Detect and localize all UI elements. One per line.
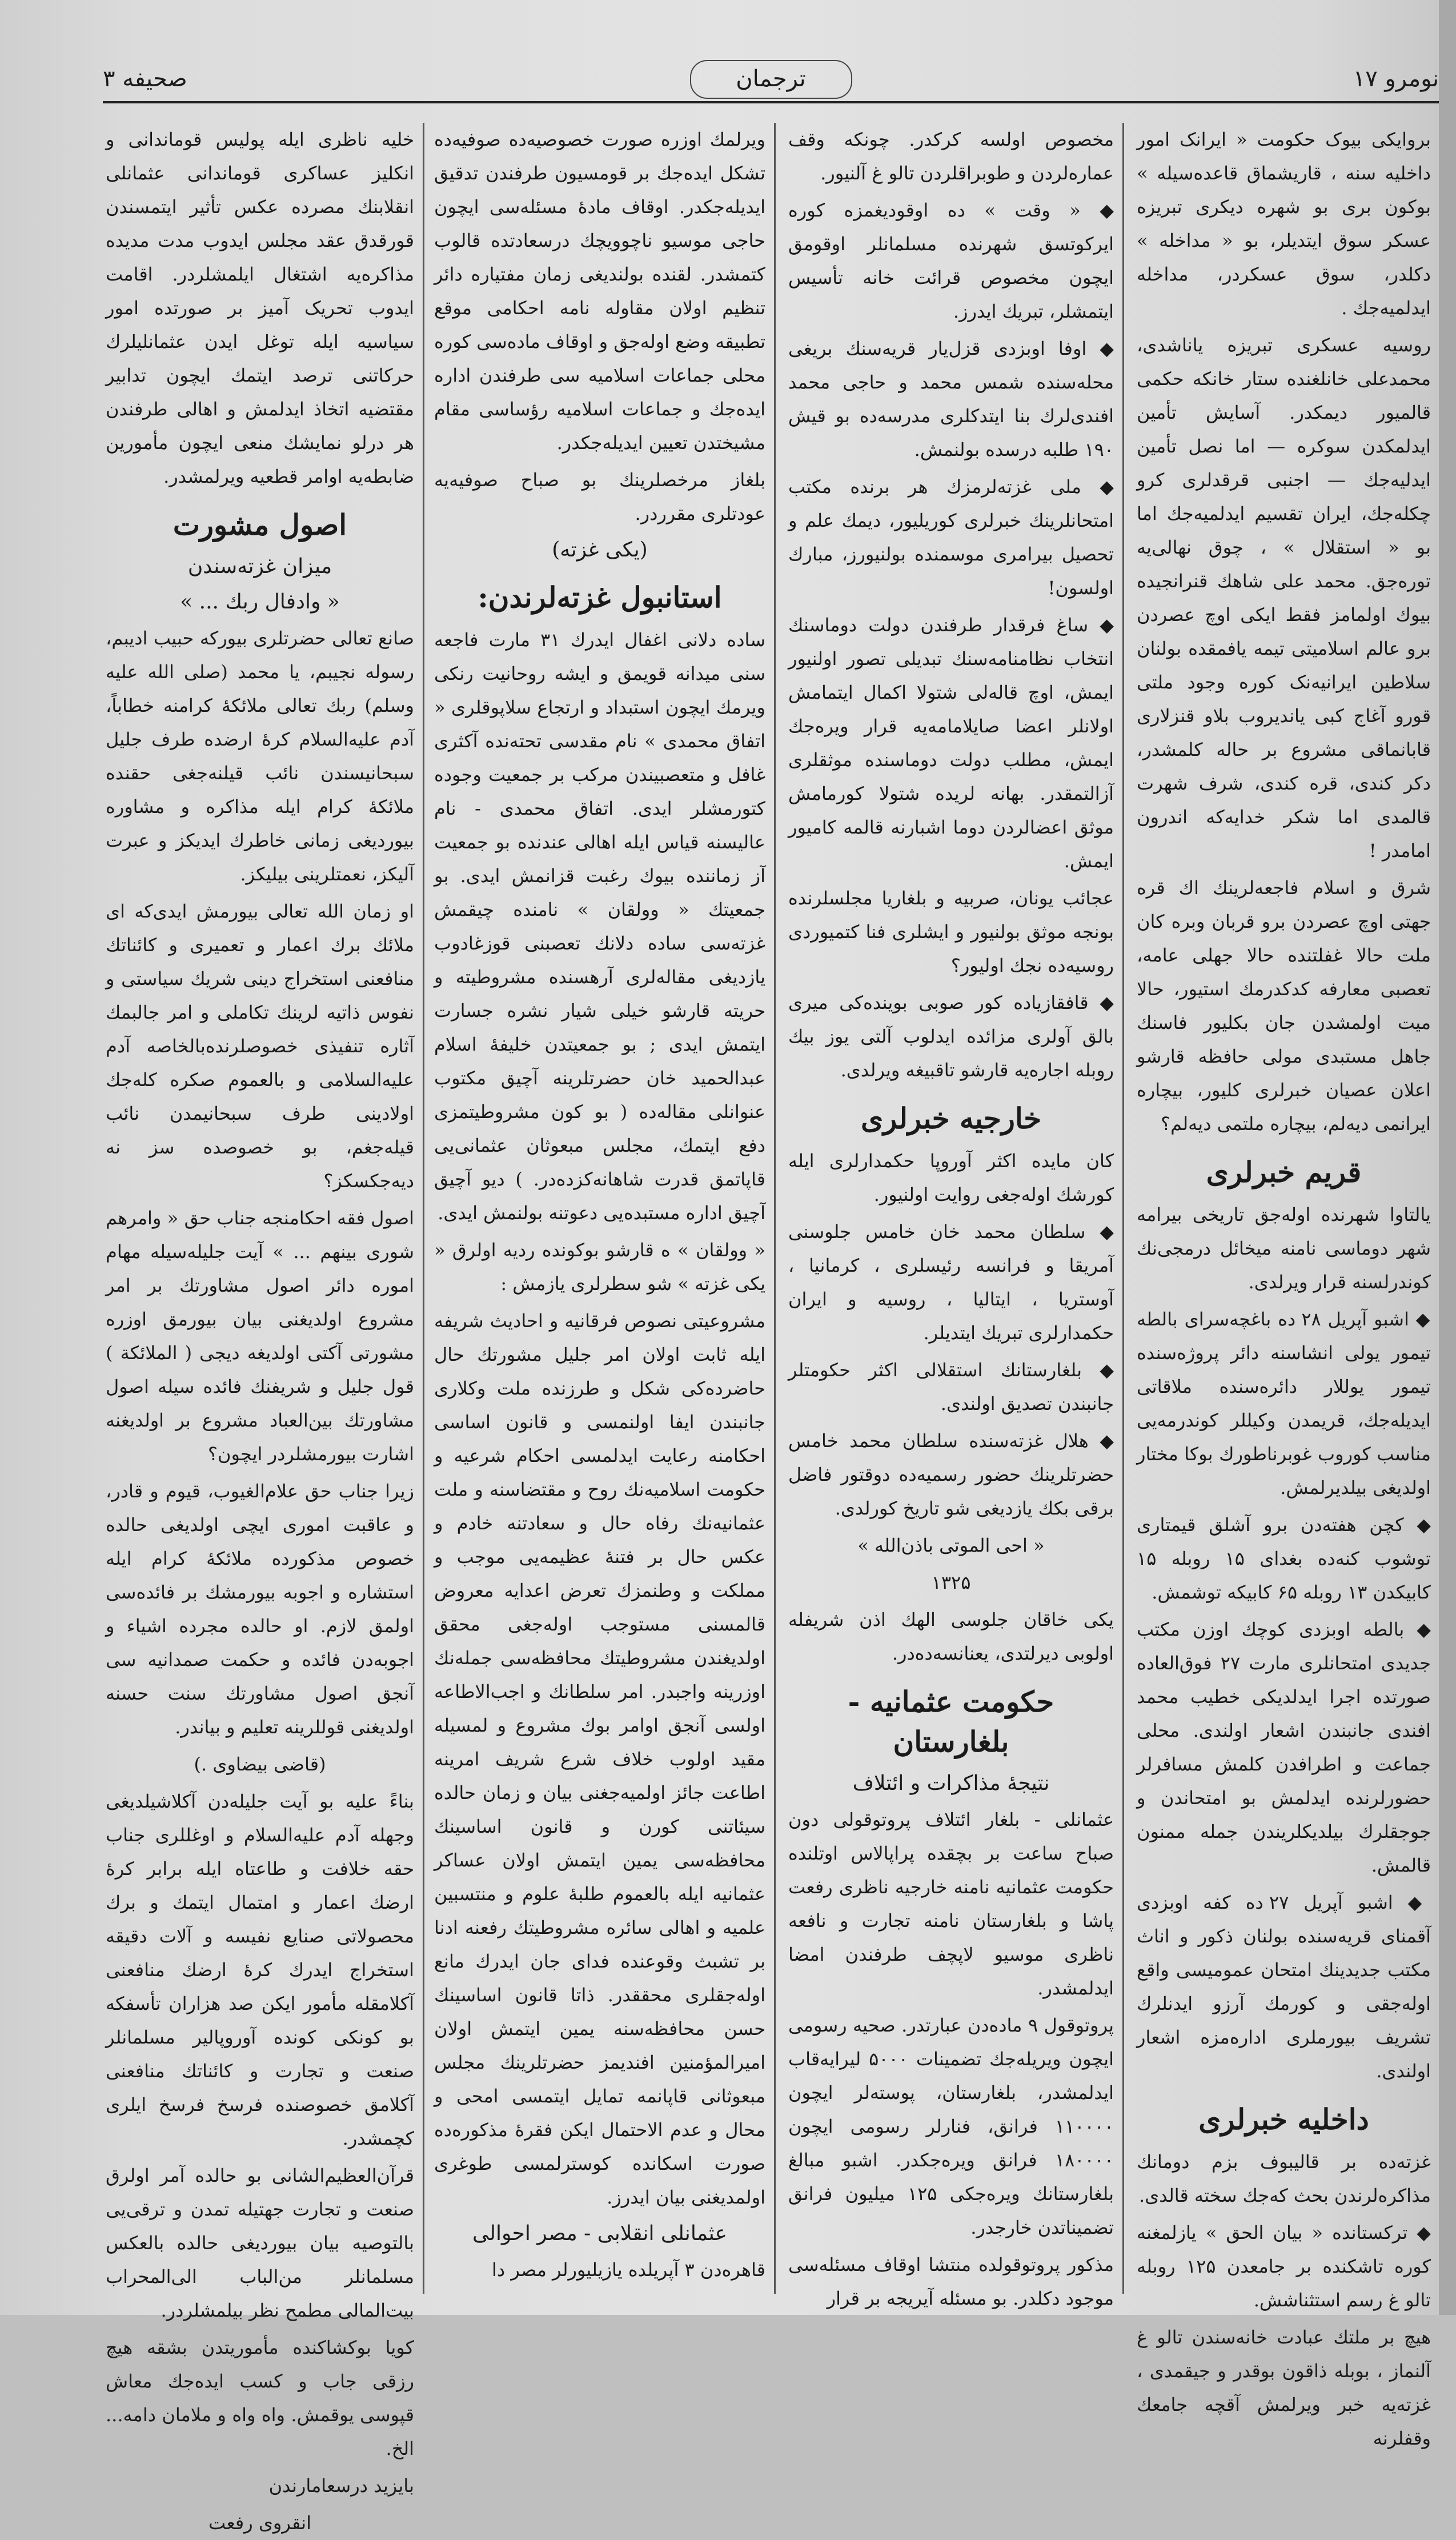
article-paragraph: شرق و اسلام فاجعه‌لرینك اك قره جهتی اوچ عصردن برو قربان وبره کان ملت حالا غفلتنده حالا جهلی عامه، تعصبی معارفه کدکدرمك استیور، حالا میت اولمشدن جان بکلیور فاسنك جاهل مستبدی مولی حافظه قارشو اعلان عصیان خبرلری کلیور، بیچاره ایرانمی دیه‌لم، بیچاره ملتمی دیه‌لم؟ [1137,877,1431,1135]
article-paragraph: بلغاز مرخصلرینك بو صباح صوفیه‌یه عودتلری مقرردر. [434,469,765,524]
column-divider [774,123,776,2294]
source-label: (یکی غزته) [552,538,648,562]
quote-line: « احی الموتی باذن‌الله » [857,1535,1045,1556]
article-paragraph: غزته‌ده بر قالیبوف بزم دومانك مذاکره‌لرندن بحث که‌جك سخته قالدی. [1137,2151,1431,2206]
column-divider [1122,123,1124,2294]
article-paragraph: ◆ هلال غزته‌سنده سلطان محمد خامس حضرتلرینك حضور رسمیه‌ده دوقتور فاضل برقی بکك یازدیغی شو تاریخ کورلدی. [788,1430,1114,1519]
article-paragraph: کان مایده اکثر آوروپا حکمدارلری ایله کورشك اوله‌جغی روایت اولنیور. [788,1150,1114,1205]
section-subheading: نتیجهٔ مذاکرات و ائتلاف [852,1772,1050,1795]
article-paragraph: ◆ اشبو آپریل ۲۸ ده باغچه‌سرای بالطه تیمور یولی انشاسنه دائر پروژه‌سنده تیمور یوللار دائره‌سنده ملاقاتی ایدیله‌جك، قریمدن وکیللر کوندرمه‌یی مناسب کوروب غوبرناطورك بوکا مختار اولدیغی بیلدیرلمش. [1137,1308,1431,1499]
section-subheading: « وادفال ربك ... » [180,590,340,614]
article-paragraph: ◆ کچن هفته‌دن برو آشلق قیمتاری توشوب کنه‌ده بغدای ۱۵ روبله ۱۵ کابیکدن ۱۳ روبله ۶۵ کابیکه توشمش. [1137,1514,1431,1603]
article-paragraph: او زمان الله تعالی بیورمش ایدی‌که ای ملائك برك اعمار و تعمیری و کائناتك منافعنی استخراج دینی شریك سیاستی و نفوس ذاتیه لرینك تکاملی و امر جالبمك آثاره تنفیذی خصوصلرنده‌بالخاصه آدم علیه‌السلامی و بالعموم صکره کله‌جك اولادینی طرف سبحانیمدن نائب قیله‌جغم، بو خصوصده سز نه دیه‌جکسکز؟ [106,900,414,1192]
section-heading-domestic: داخلیه خبرلری [1198,2102,1369,2136]
section-heading-istanbul: استانبول غزته‌لرندن: [478,580,722,614]
article-paragraph: صانع تعالی حضرتلری بیورکه حبیب ادیبم، رسوله نجیبم، یا محمد (صلی الله علیه وسلم) ربك تعالی ملائکهٔ کرامنه خطاباً، آدم علیه‌السلام کرهٔ ارضده طرف جلیل سبحانیسندن نائب قیلنه‌جغی حقنده ملائکهٔ کرام ایله مذاکره و مشاوره بیوردیغی زمانی خاطرك ایدیکز و عبرت آلیکز، نعمتلرینی بیلیکز. [106,627,414,885]
page-edge [1439,0,1456,2315]
article-paragraph: خلیه ناظری ایله پولیس قوماندانی و انکلیز عساکری قوماندانی عثمانلی انقلابنك مصرده عکس تأثیر ایتمسندن قورقدق عقد مجلس ایدوب مدت مدیده مذاکره‌یه اشتغال ایلمشلردر. اقامت ایدوب تحریک آمیز بر صورتده امور سیاسیه ایله توغل ایدن عثمانلیلرك حرکاتنی ترصد ایتمك ایچون تدابیر مقتضیه اتخاذ ایدلمش و اهالی طرفندن هر درلو نمایشك منعی ایچون مأمورین ضابطه‌یه اوامر قطعیه ویرلمشدر. [106,129,414,487]
column-divider [423,123,424,2294]
article-paragraph: هیچ بر ملتك عبادت خانه‌سندن تالو غ آلنماز ، بوبله ذاقون بوقدر و جیقمدی ، غزته‌یه خبر ویرلمش آقچه جامعك وقفلرنه [1137,2326,1431,2449]
column-1 [1137,123,1431,2449]
article-paragraph: قاهره‌دن ۳ آپریلده یازیلیورلر مصر دا [492,2259,765,2281]
section-heading-foreign: خارجیه خبرلری [860,1101,1042,1135]
column-2 [788,123,1114,2309]
article-paragraph: پروتوقول ۹ ماده‌دن عبارتدر. صحیه رسومی ایچون ویریله‌جك تضمینات ۵۰۰۰ لیرایه‌قاب ایدلمشدر، بلغارستان، پوسته‌لر ایچون ۱۱۰۰۰۰ فرانق، فنارلر رسومی ایچون ۱۸۰۰۰۰ فرانق ویره‌جکدر. اشبو مبالغ بلغارستانك ویره‌جکی ۱۲۵ میلیون فرانق تضمیناتدن خارجدر. [788,2014,1114,2238]
article-paragraph: بروایکی بیوک حکومت « ایرانک امور داخلیه سنه ، قاریشماق قاعده‌سیله » بوکون بری بو شهره دیکری تبریزه عسکر سوق ایتدیلر، بو « مداخله » دکلدر، سوق عسکردر، مداخله ایدلمیه‌جك . [1137,129,1431,319]
issue-number: نومرو ۱۷ [1353,66,1439,92]
article-paragraph: ◆ سلطان محمد خان خامس جلوسنی آمریقا و فرانسه رئیسلری ، کرمانیا ، آوستریا ، ایتالیا ، روسیه و ایران حکمدارلری تبریك ایتدیلر. [788,1221,1114,1344]
article-paragraph: ◆ بالطه اوبزدی کوچك اوزن مکتب جدیدی امتحانلری مارت ۲۷ فوق‌العاده صورتده اجرا ایدلدیکی خطیب محمد افندی جانبندن اشعار اولندی. محلی جماعت و اطرافدن کلمش مسافرلر حضورلرنده ایدلمش بو امتحاندن و جوجقلرك بیلدیکلریندن جمله ممنون قالمش. [1137,1618,1431,1876]
article-paragraph: ساده دلانی اغفال ایدرك ۳۱ مارت فاجعه سنی میدانه قویمق و ایشه روحانیت رنکی ویرمك ایچون استبداد و ارتجاع سلاپوقلری « اتفاق محمدی » نام مقدسی تحته‌نده آکثری غافل و متعصبیندن مرکب بر جمعیت وجوده کتورمشلر ایدی. اتفاق محمدی - نام عالیسنه قیاس ایله اهالی عندنده بو جمعیت آز زماننده بیوك رغبت قزانمش ایدی. بو جمعیتك « وولقان » نامنده چیقمش غزته‌سی ساده دلانك تعصبنی قوزغادوب یازدیغی مقاله‌لری آرهسنده مشروطیته و حریته قارشو خیلی شیار نشره جسارت ایتمش ایدی ; بو جمعیتدن خلیفهٔ اسلام عبدالحمید خان حضرتلرینه آچیق مکتوب عنوانلی مقاله‌ده ( بو کون مشروطیتمزی دفع ایتمك، مجلس مبعوثان عثمانی‌یی قاپاتمق قدرت شاهانه‌کزده‌در. ) دیو آچیق آچیق اداره مستبده‌یی دعوتنه بولنمش ایدی. [434,629,765,1224]
article-paragraph: ◆ بلغارستانك استقلالی اکثر حکومتلر جانبندن تصدیق اولندی. [788,1359,1114,1415]
article-paragraph: روسیه عسکری تبریزه یاناشدی، محمدعلی خانلغنده ستار خانکه حکمی قالمیور دیمکدر. آسایش تأمین ایدلمکدن سوکره — اما نصل تأمین ایدلیه‌جك — اجنبی قرقدلری کرو چکله‌جك، ایران تقسیم ایدلمیه‌جك اما بو « استقلال » ، چوق نهالی‌یه توره‌جق. محمد علی شاهك قنرانجیده بیوك اولمامز فقط ایکی اوچ عصردن برو عالم اسلامیتی تیمه یافمقده بولنان سلاطین ایرانیه‌نک کوره وجود ملتی قورو آغاج کبی یاندیروب بلاو قنزلاری قابانماقی مشروع بر حاله کلمشدر، دکر کندی، قره کندی، شرف شهرت قالمدی اما شکر خدایه‌که اندرون امامدر ! [1137,334,1431,862]
column-4 [106,123,415,2534]
section-subheading: عثمانلی انقلابی - مصر احوالی [472,2222,727,2245]
article-paragraph: ◆ اشبو آپریل ۲۷ ده کفه اوبزدی آقمنای قریه‌سنده بولنان ذکور و اناث مکتب جدیدینك امتحان عمومیسی واقع اوله‌جقی و کورمك آرزو ایدنلرك تشریف بیورملری اداره‌مزه اشعار اولندی. [1137,1892,1431,2082]
article-paragraph: اصول فقه احکامنجه جناب حق « وامرهم شوری بینهم ... » آیت جلیله‌سیله مهام اموره دائر اصول مشاورتك بر امر مشروع اولدیغنی بیان بیورمق اوزره مشورتی آکتی اولدیغه دیجی ( الملائکة ) قول جلیل و شریفنك فائده سیله اصول مشاورتك بین‌العباد مشروع بر اولدیغنه اشارت بیورمشلردر ایچون؟ [106,1207,414,1465]
author-signature: انقروی رفعت [208,2512,311,2534]
article-paragraph: کویا بوکشاکنده مأموریتدن بشقه هیچ رزقی جاب و کسب ایده‌جك معاش قپوسی یوقمش. واه واه و ملامان دامه... الخ. [106,2337,414,2459]
article-paragraph: ◆ اوفا اوبزدی قزل‌یار قریه‌سنك بریغی محله‌سنده شمس محمد و حاجی محمد افندی‌لرك بنا ایتدکلری مدرسه‌ده بو قیش ۱۹۰ طلبه درسده بولنمش. [788,338,1114,460]
section-heading-crimea: قریم خبرلری [1206,1155,1362,1189]
article-paragraph: ◆ ساغ فرقدار طرفندن دولت دوماسنك انتخاب نظامنامه‌سنك تبدیلی تصور اولنیور ایمش، اوچ قاله‌لی شتولا اکمال ایتمامش اولانلر اعضا صایلامامه‌یه قرار ویره‌جك ایمش، مطلب دولت دوماسنده موثقلری آزالتمقدر. بهانه لریده شتولا کورمامش موثق اعضالردن دوما اشبارنه قالمه کامیور ایمش. [788,614,1114,872]
header-rule [103,101,1439,103]
section-heading-bulgaria: حکومت عثمانیه - بلغارستان [848,1685,1054,1758]
article-paragraph: مذکور پروتوقولده منتشا اوقاف مسئله‌سی موجود دکلدر. بو مسئله آیریجه بر قرار [788,2254,1114,2309]
section-heading-shura: اصول مشورت [173,508,347,542]
article-paragraph: عثمانلی - بلغار ائتلاف پروتوقولی دون صباح ساعت بر بچقده پراپالاس اوتلنده حکومت عثمانیه نامنه خارجیه ناظری رفعت پاشا و بلغارستان نامنه تجارت و نافعه ناظری موسیو لاپچف طرفندن امضا ایدلمشدر. [788,1809,1114,1999]
section-subheading: میزان غزته‌سندن [187,555,332,578]
page-number: صحیفه ۳ [103,66,187,92]
article-paragraph: یالتاوا شهرنده اوله‌جق تاریخی بیرامه شهر دوماسی نامنه میخائل درمجی‌نك کوندرلسنه قرار ویرلدی. [1137,1204,1431,1293]
author-location: بایزید درسعامارندن [268,2475,414,2497]
article-paragraph: ◆ قافقازیاده کور صوبی بوینده‌کی میری بالق آولری مزائده ایدلوب آلتی یوز بیك روبله اجاره‌یه قارشو تاقبیغه ویرلدی. [788,992,1114,1081]
page-header [103,60,1439,111]
column-3 [434,123,765,2294]
article-paragraph: یکی خاقان جلوسی الهك اذن شریفله اولوبی دیرلتدی، یعنانسه‌ده‌در. [788,1609,1114,1664]
article-paragraph: ویرلمك اوزره صورت خصوصیه‌ده صوفیه‌ده تشکل ایده‌جك بر قومسیون طرفندن تدقیق ایدیله‌جکدر. اوقاف مادهٔ مسئله‌سی ایچون حاجی موسیو ناچوویچك درسعادتده قالوب کتمشدر. لقنده بولندیغی زمان مفتیاره دائر تنظیم اولان مقاوله نامه احکامی موقع تطبیقه وضع اوله‌جق و اوقاف ماده‌سی کوره محلی جماعات اسلامیه سی طرفندن اداره ایده‌جك و جماعات اسلامیه رؤساسی مقام مشیختدن تعیین ایدیله‌جکدر. [434,129,765,454]
article-paragraph: عجائب یونان، صربیه و بلغاریا مجلسلرنده بونجه موثق بولنیور و ایشلری فنا کتمیوردی روسیه‌ده نجك اولیور؟ [788,887,1114,976]
article-paragraph: قرآن‌العظیم‌الشانی بو حالده آمر اولرق صنعت و تجارت جهتیله تمدن و ترقی‌یی بالتوصیه بیان بیوردیغی حالده بالعکس مسلمانلر من‌الباب الی‌المحراب بیت‌المالی مطمح نظر بیلمشلردر. [106,2165,414,2321]
date-line: ۱۳۲۵ [931,1572,971,1593]
article-paragraph: ◆ ملی غزته‌لرمزك هر برنده مکتب امتحانلرینك خبرلری کوریلیور، دیمك علم و تحصیل بیرامری موسمنده بولنیورز، مبارك اولسون! [788,476,1114,599]
article-paragraph: مخصوص اولسه کرکدر. چونکه وقف عمار‌ه‌لردن و طوبراقلردن تالو غ آلنیور. [788,129,1114,184]
article-paragraph: ◆ ترکستانده « بیان الحق » یازلمغنه کوره تاشکنده بر جامعدن ۱۲۵ روبله تالو غ رسم استثناشش. [1137,2222,1431,2311]
article-paragraph: مشروعیتی نصوص فرقانیه و احادیث شریفه ایله ثابت اولان امر جلیل مشورتك حال حاضرده‌کی شکل و طرزنده ملت وکلاری جانبندن ایفا اولنمسی و قانون اساسی احکامنه رعایت ایدلمسی احکام شرعیه و حکومت اسلامیه‌نك روح و مقتضاسنه و ملت عثمانیه‌نك رفاه حال و سعادتنه خادم و عکس حال بر فتنهٔ عظیمه‌یی موجب و مملکت و وطنمزك تعرض اعدایه معروض قالمسنی مستوجب اوله‌جغی محقق اولدیغندن مشروطیتك محافظه‌سی جمله‌نك اوزرینه واجبدر. امر سلطانك و اجب‌الاطاعه اولسی آنجق اوامر بوك مشروع و لمسیله مقید اولوب خلاف شرع شریف امرینه اطاعت جائز اولمیه‌جغنی بیان و زمان حالده سیئاتنی کورن و قانون اساسینك محافظه‌سی یمین ایتمش اولان عساکر عثمانیه ایله بالعموم طلبهٔ علوم و منتسبین علمیه و اهالی سائره مشروطیتك رفعنه ادنا بر تشبث وقوعنده فدای جان ایدرك مانع اوله‌جقلری محققدر. ذاتا قانون اساسینك حسن محافظه‌سنه یمین ایتمش اولان امیرالمؤمنین افندیمز حضرتلرینك مجلس مبعوثانی قاپانمه تمایل ایتمسی امحی و محال و عدم الاحتمال ایکن فقرهٔ مذکوره‌ده صورت اسکانده کوسترلمسی طوغری اولمدیغنی بیان ایدرز. [434,1310,765,2208]
citation: (قاضی بیضاوی .) [194,1753,326,1775]
article-paragraph: ◆ « وقت » ده اوقودیغمزه کوره ایرکو‌تسق شهرنده مسلمانلر اوقومق ایچون مخصوص قرائت خانه تأسیس ایتمشلر، تبریك ایدرز. [788,199,1114,322]
newspaper-title: ترجمان [736,66,806,92]
article-paragraph: « وولقان » ه قارشو بوکونده ردیه اولرق « یکی غزته » شو سطرلری یازمش : [434,1239,765,1295]
article-paragraph: زیرا جناب حق علام‌الغیوب، قیوم و قادر، و عاقبت اموری ایچی اولدیغی حالده خصوص مذکورده ملائکهٔ کرام ایله استشاره و اجوبه بیورمشك بر فائده‌سی اولمق لازم. او حالده مجرده اشیاء و اجوبه‌دن فائده و حکمت صمدانیه سی آنجق اصول مشاورتك سنت حسنه اولدیغنی قوللرینه تعلیم و بیاندر. [106,1480,414,1738]
article-paragraph: بناءً علیه بو آیت جلیله‌دن آکلاشیلدیغی وجهله آدم علیه‌السلام و اوغللری جناب حقه خلافت و طاعتاه ایله برابر کرهٔ ارضك اعمار و امتمال ایتمك و برك محصولاتی صنایع نفیسه و آلات دقیقه استخراج ایدرك کرهٔ ارضك منافعنی آکلامقله مأمور ایکن صد هزاران تأسفکه بو کونکی کونده آوروپالیر مسلمانلر صنعت و تجارت و کائناتك منافعنی آکلامق خصوصنده فرسخ فرسخ ایلری کچمشدر. [106,1790,415,2149]
